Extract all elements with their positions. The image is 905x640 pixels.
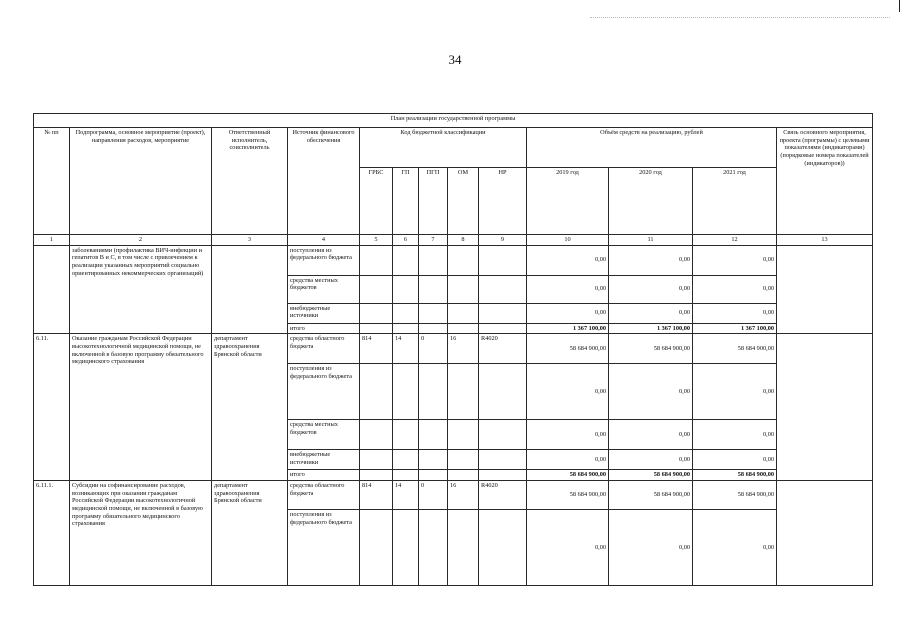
amount-2020: 0,00 [609,275,693,303]
amount-2019: 0,00 [527,364,609,420]
indicator-cell [777,334,873,481]
amount-2021: 0,00 [693,364,777,420]
pgp-cell: 0 [419,334,448,364]
amount-2021: 0,00 [693,450,777,470]
col-number: 7 [419,235,448,246]
column-number-row [34,235,873,246]
header-2021: 2021 год [693,168,777,235]
header-subprogram: Подпрограмма, основное мероприятие (проект), направления расходов, мероприятие [70,128,212,235]
responsible-cell: департамент здравоохранения Брянской области [212,481,288,586]
amount-2019: 0,00 [527,275,609,303]
col-number: 3 [212,235,288,246]
col-number: 10 [527,235,609,246]
amount-2019: 1 367 100,00 [527,323,609,334]
table-title-row [34,114,873,128]
program-plan-table [33,113,873,586]
source-cell: поступления из федерального бюджета [288,245,360,275]
source-cell: внебюджетные источники [288,303,360,323]
amount-2020: 58 684 900,00 [609,334,693,364]
scan-edge-mark [899,0,900,12]
amount-2019: 0,00 [527,420,609,450]
amount-2020: 0,00 [609,364,693,420]
source-cell: поступления из федерального бюджета [288,364,360,420]
header-2020: 2020 год [609,168,693,235]
om-cell: 16 [448,334,479,364]
header-row-1 [34,128,873,168]
table-row [34,481,873,510]
source-cell: средства областного бюджета [288,334,360,364]
amount-2019: 0,00 [527,303,609,323]
indicator-cell [777,481,873,586]
subprogram-cell: Субсидии на софинансирование расходов, возникающих при оказании гражданам Российской Федерации высокотехнологичной медицинской помощи, не включенной в базовую программу обязательного медицинского страхования [70,481,212,586]
amount-2021: 0,00 [693,275,777,303]
header-responsible: Ответственный исполнитель, соисполнитель [212,128,288,235]
np-cell: R4020 [479,481,527,510]
header-pgp: ПГП [419,168,448,235]
amount-2020: 58 684 900,00 [609,481,693,510]
col-number: 13 [777,235,873,246]
row-num-cell [34,245,70,334]
amount-2019: 0,00 [527,510,609,586]
header-budget-code: Код бюджетной классификации [360,128,527,168]
row-num-cell: 6.11. [34,334,70,481]
col-number: 2 [70,235,212,246]
amount-2021: 58 684 900,00 [693,481,777,510]
col-number: 8 [448,235,479,246]
col-number: 12 [693,235,777,246]
amount-2021: 0,00 [693,303,777,323]
scan-artifact [590,17,890,19]
grbs-cell: 814 [360,334,393,364]
amount-2021: 0,00 [693,245,777,275]
amount-2020: 1 367 100,00 [609,323,693,334]
table-row [34,334,873,364]
pgp-cell: 0 [419,481,448,510]
amount-2021: 58 684 900,00 [693,334,777,364]
col-number: 1 [34,235,70,246]
page-number: 34 [448,52,462,67]
np-cell: R4020 [479,334,527,364]
amount-2020: 0,00 [609,245,693,275]
source-cell: итого [288,470,360,481]
responsible-cell: департамент здравоохранения Брянской области [212,334,288,481]
om-cell: 16 [448,481,479,510]
amount-2020: 0,00 [609,420,693,450]
table-row [34,245,873,275]
col-number: 11 [609,235,693,246]
header-gp: ГП [393,168,419,235]
source-cell: поступления из федерального бюджета [288,510,360,586]
amount-2019: 0,00 [527,245,609,275]
indicator-cell [777,245,873,334]
subprogram-cell: заболеваниями (профилактика ВИЧ-инфекции и гепатитов В и С, в том числе с привлечением к реализации указанных мероприятий социально ориентированных некоммерческих организаций) [70,245,212,334]
responsible-cell [212,245,288,334]
subprogram-cell: Оказание гражданам Российской Федерации высокотехнологичной медицинской помощи, не включенной в базовую программу обязательного медицинского страхования [70,334,212,481]
header-grbs: ГРБС [360,168,393,235]
col-number: 4 [288,235,360,246]
amount-2021: 58 684 900,00 [693,470,777,481]
amount-2020: 0,00 [609,450,693,470]
amount-2020: 0,00 [609,510,693,586]
grbs-cell: 814 [360,481,393,510]
source-cell: средства местных бюджетов [288,275,360,303]
amount-2021: 0,00 [693,510,777,586]
gp-cell: 14 [393,481,419,510]
col-number: 9 [479,235,527,246]
source-cell: итого [288,323,360,334]
header-np: НР [479,168,527,235]
amount-2020: 58 684 900,00 [609,470,693,481]
col-number: 6 [393,235,419,246]
amount-2019: 58 684 900,00 [527,470,609,481]
col-number: 5 [360,235,393,246]
amount-2020: 0,00 [609,303,693,323]
amount-2021: 1 367 100,00 [693,323,777,334]
source-cell: внебюджетные источники [288,450,360,470]
header-num: № пп [34,128,70,235]
header-volume: Объём средств на реализацию, рублей [527,128,777,168]
amount-2019: 58 684 900,00 [527,334,609,364]
row-num-cell: 6.11.1. [34,481,70,586]
table-title: План реализации государственной программы [34,114,873,128]
source-cell: средства областного бюджета [288,481,360,510]
amount-2021: 0,00 [693,420,777,450]
amount-2019: 58 684 900,00 [527,481,609,510]
gp-cell: 14 [393,334,419,364]
header-2019: 2019 год [527,168,609,235]
header-source: Источник финансового обеспечения [288,128,360,235]
header-om: ОМ [448,168,479,235]
header-indicator-link: Связь основного мероприятия, проекта (программы) с целевыми показателями (индикаторами) (порядковые номера показателей (индикаторов)) [777,128,873,235]
amount-2019: 0,00 [527,450,609,470]
source-cell: средства местных бюджетов [288,420,360,450]
